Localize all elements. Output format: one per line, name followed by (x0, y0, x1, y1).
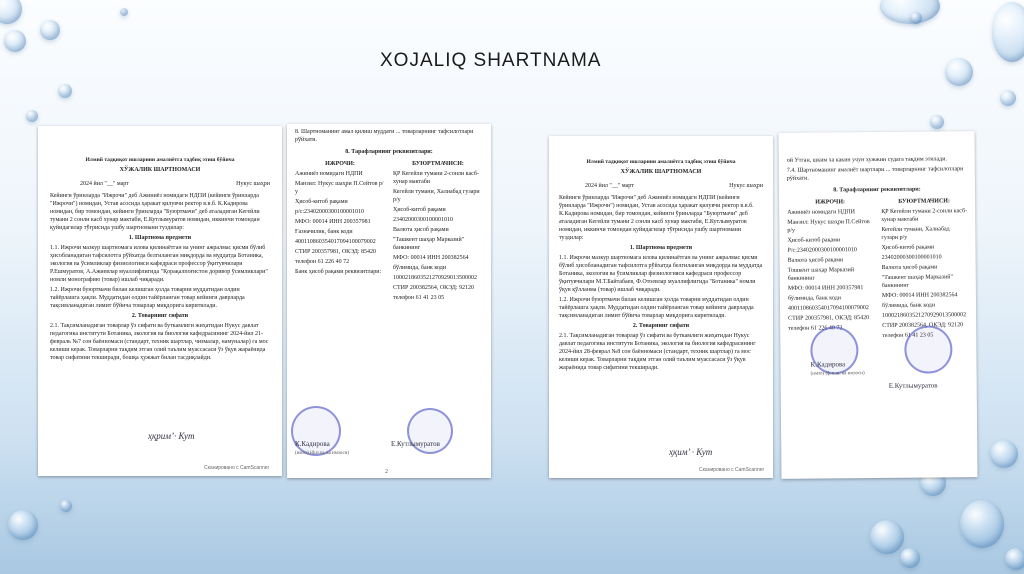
requisite-line: СТИР 200357981, ОКЭД: 85420 (788, 315, 870, 322)
seal-stamp (904, 325, 952, 373)
requisite-line: СТИР 200382564, ОКЭД: 92120 (393, 285, 474, 291)
requisite-line: СТИР 200357981, ОКЭД: 85420 (295, 249, 376, 255)
doc-date: 2024 йил "__" март (585, 183, 634, 189)
party-title: ИЖРОЧИ: (325, 161, 355, 167)
requisite-line: МФО: 00014 ИНН 200382564 (393, 255, 469, 261)
doc-paragraph: 1.1. Ижрочи мазкур шартномага илова қилинаётган ва унинг ажралмас қисми бўлиб ҳисобланадиган тафсилотга рўйхатда белгиланган миқдорда ва муддатда Ботаника, экология ва ўсимликлар физиологияси кафедраси профессор ўқитувчилари М.Т.Байтабаев, Ф.Отоевлар муаллифлигида "Ботаника" номли ўқув қўлланма (товар) ишлаб чиқаради. (559, 255, 763, 293)
scanner-note: Сканировано с CamScanner (699, 467, 765, 473)
requisite-line: Тошкент шаҳар Марказий банкининг (787, 267, 855, 282)
seal-stamp (291, 406, 341, 456)
requisite-line: телефон 61 226 40 72 (295, 259, 350, 265)
requisite-line: Манзил: Нукус шаҳри П.Сейтов р/у (787, 219, 870, 234)
doc-paragraph: 2.1. Тақсимланадиган товарлар ўз сифати ва буткамлиги жиҳатидан Нукус давлат педагогика институти Ботаника, экология ва биология кафедрасининг 2024-йил 28-феврал №8 сон баённомаси (стандарт, техник шартлар) га мос келиши керак. Товарларни тақдим этган олий таълим муассасаси ўз ўқув жараёнида товар сифатини текширади. (559, 333, 756, 371)
water-drop (910, 12, 922, 24)
section-heading: 1. Шартнома предмети (128, 235, 192, 241)
requisite-line: бўлимида, банк коди (393, 265, 447, 271)
water-drop (60, 500, 72, 512)
page-number: 2 (385, 469, 388, 475)
sign-note: (имзо) (ф.и.ш. ва имзоси) (810, 371, 865, 377)
party-title: БУЮРТМАЧИСИ: (412, 161, 464, 167)
doc-paragraph: 7.4. Шартноманинг амалиёт шартлари ... товарларнинг тафсилотлари рўйхати. (786, 166, 964, 182)
requisite-line: "Ташкент шаҳар Марказий" банкининг (881, 274, 953, 289)
contract-page-4 (778, 131, 977, 479)
signature: К.Кадирова (810, 360, 846, 369)
doc-paragraph: 1.2. Ижрочи буюртмачи билан келишган ҳолда товарни муддатидан олдин тайёрлашга ҳақли. Муддатидан олдин тайёрланган товар кейинги даврларда тақсимланадиган лимит бўйича товарлар миқдорига киритилади. (559, 297, 754, 319)
doc-heading: ХЎЖАЛИК ШАРТНОМАСИ (119, 167, 201, 173)
water-drop (8, 510, 38, 540)
water-drop (120, 8, 128, 16)
water-drop (40, 20, 60, 40)
doc-heading: ХЎЖАЛИК ШАРТНОМАСИ (620, 169, 702, 175)
scanner-note: Сканировано с CamScanner (204, 465, 270, 471)
requisite-line: бўлимида, банк коди (787, 295, 841, 302)
sign-note: (имзо) (ф.и.ш. ва имзоси) (295, 451, 350, 456)
party-title: БУЮРТМАЧИСИ: (898, 198, 950, 205)
doc-paragraph: 2.1. Тақсимланадиган товарлар ўз сифати ва буткамлиги жиҳатидан Нукус давлат педагогика институти Ботаника, экология ва биология кафедрасининг 2024-йил 21-февраль №7 сон баённомаси (стандарт, техник шартлар, чизмалар, намуналар) га мос келиши керак. Товарларни тақдим этган олий таълим муассасаси ўз ўқув жараёнида товар сифатини текширади, бошқа ҳужжат билан тасдиқлайди. (50, 323, 269, 361)
requisite-line: Кегейли тумани, Халиабад гузари р/у (881, 226, 950, 241)
requisite-line: Р/с:23402000300100001010 (787, 247, 857, 254)
requisite-line: р/с:23402000300100001010 (295, 209, 364, 215)
slide-title: XOJALIQ SHARTNAMA (380, 50, 602, 71)
doc-intro: Кейинги ўринларда "Ижрочи" деб Ажиниёз номидаги НДПИ (кейинги ўринларда "Ижрочи") номидан, Устав асосида ҳаракат қилувчи ректор в.в.б. К.Кадирова номидан, бир томондан, кейинги ўринларда "Буюртмачи" деб аталадиган Кегейли тумани 2 сонли касб хунар мактаби, Е.Кутлымуратов номидан, иккинчи томондан қуйидагилар тўғрисида ушбу шартномани туздилар: (50, 193, 260, 231)
requisite-line: МФО: 00014 ИНН 200357981 (295, 219, 371, 225)
requisite-line: 1000218603521270929013500002 (882, 312, 967, 319)
section-heading: 8. Тарафларнинг реквизитлари: (833, 186, 921, 194)
requisite-line: Ажиниёз номидаги НДПИ (787, 209, 855, 216)
requisite-line: Ҳисоб-китоб рақами (295, 199, 348, 205)
requisite-line: Валюта ҳисоб рақами (881, 264, 938, 271)
contract-page-3 (549, 136, 773, 478)
requisite-line: ҚР Кегейли тумани 2-сонли касб-хунар мактаби (881, 208, 968, 223)
doc-city: Нукус шаҳри (729, 183, 763, 189)
requisite-line: Ҳисоб-китоб рақами (787, 237, 841, 244)
requisite-line: телефон 61 41 23 05 (882, 332, 934, 339)
doc-date: 2024 йил "__" март (80, 181, 129, 187)
contract-page-1 (38, 126, 282, 476)
section-heading: 8. Тарафларнинг реквизитлари: (345, 149, 433, 155)
requisite-line: Ажиниёз номидаги НДПИ (295, 171, 363, 177)
requisite-line: Ҳисоб-китоб рақами (881, 244, 935, 251)
signature: Е.Кутлымуратов (391, 440, 440, 448)
doc-paragraph: ой Утган, шким ха какин учун хужжин судага тақдим этилади. (786, 156, 947, 164)
requisite-line: Ғазначилик, банк коди (295, 229, 353, 235)
water-drop (900, 548, 920, 568)
requisite-line: Валюта ҳисоб рақами (393, 227, 449, 233)
water-drop (26, 110, 38, 122)
requisite-line: СТИР 200382564, ОКЭД: 92120 (882, 322, 964, 329)
doc-heading: Илмий тадқиқот ишларини амалиётга тадбиқ этиш бўйича (85, 157, 235, 163)
doc-intro: Кейинги ўринларда "Ижрочи" деб Ажиниёз номидаги НДПИ (кейинги ўринларда "Ижрочи") номидан, Устав асосида ҳаракат қилувчи ректор в.в.б. К.Кадирова номидан, бир томондан, кейинги ўринларда "Буюртмачи" деб аталадиган Кегейли тумани 2 сонли касб хунар мактаби, Е.Кутлымуратов номидан, иккинчи томондан қуйидагилар тўғрисида ушбу шартномани туздилар: (559, 195, 754, 241)
doc-city: Нукус шаҳри (236, 181, 270, 187)
requisite-line: 23402000300100001010 (393, 217, 453, 223)
water-drop (1000, 90, 1016, 106)
requisite-line: Манзил: Нукус шаҳри П.Сейтов р/у (295, 181, 384, 195)
requisite-line: "Ташкент шаҳар Марказий" банкининг (393, 237, 465, 251)
requisite-line: Ҳисоб-китоб рақами (393, 207, 446, 213)
requisite-line: Валюта ҳисоб рақами (787, 257, 844, 264)
requisite-line: бўлимида, банк коди (881, 302, 936, 309)
requisite-line: ҚР Кегейли тумани 2-сонли касб-хунар мактаби (393, 171, 479, 185)
requisite-line: 400110860354017094100079002 (788, 305, 869, 312)
water-drop (1005, 548, 1024, 570)
party-title: ИЖРОЧИ: (815, 199, 846, 206)
water-drop (870, 520, 904, 554)
water-drop (58, 84, 72, 98)
water-drop (992, 2, 1024, 62)
requisite-line: МФО: 00014 ИНН 200357981 (787, 285, 864, 292)
water-drop (945, 58, 973, 86)
signature: ҳқим’ · Кут (669, 447, 713, 457)
section-heading: 2. Товарнинг сифати (632, 323, 690, 329)
doc-paragraph: 8. Шартноманинг амал қилиш муддати ... товарларнинг тафсилотлари рўйхати. (295, 129, 474, 143)
doc-paragraph: 1.2. Ижрочи буюртмачи билан келишган ҳолда товарни муддатидан олдин тайёрлашга ҳақли. Муддатидан олдин тайёрланган товар кейинги даврларда тақсимланадиган лимит бўйича товарлар миқдорига киритилади. (50, 287, 245, 309)
requisite-line: телефон 61 41 23 05 (393, 295, 445, 301)
requisite-line: 23402000300100001010 (881, 254, 942, 261)
water-drop (990, 440, 1018, 468)
signature: К.Кадирова (295, 440, 330, 448)
section-heading: 1. Шартнома предмети (629, 245, 693, 251)
doc-paragraph: 1.1. Ижрочи мазкур шартномага илова қилинаётган ва унинг ажралмас қисми бўлиб ҳисобланадиган тафсилотга рўйхатда белгиланган миқдорда ва муддатда Ботаника, экология ва ўсимликлар физиологияси кафедраси профессор ўқитувчилари Р.Ешмуратов, А.Ажиевлар муаллифлигида "Қорақалпоғистон доривор ўсимликлари" номли монографию (товар) ишлаб чиқаради. (50, 245, 268, 283)
requisite-line: МФО: 00014 ИНН 200382564 (881, 292, 958, 299)
requisite-line: 1000218603521270929013500002 (393, 275, 477, 281)
water-drop (960, 500, 1004, 548)
water-drop (930, 115, 944, 129)
requisite-line: Кегейли тумани, Халиабад гузари р/у (393, 189, 480, 203)
signature: ҳқрим’· Кут (148, 431, 195, 441)
requisite-line: Банк ҳисоб рақами реквизитлари: (295, 269, 382, 275)
signature: Е.Кутлымуратов (888, 381, 938, 390)
water-drop (4, 30, 26, 52)
requisite-line: телефон 61 226 40 72 (788, 325, 843, 332)
contract-page-2 (287, 124, 491, 478)
water-drop (0, 0, 22, 24)
section-heading: 2. Товарнинг сифати (131, 313, 189, 319)
requisite-line: 400110860354017094100079002 (295, 239, 376, 245)
doc-heading: Илмий тадқиқот ишларини амалиётга тадбиқ этиш бўйича (586, 159, 736, 165)
